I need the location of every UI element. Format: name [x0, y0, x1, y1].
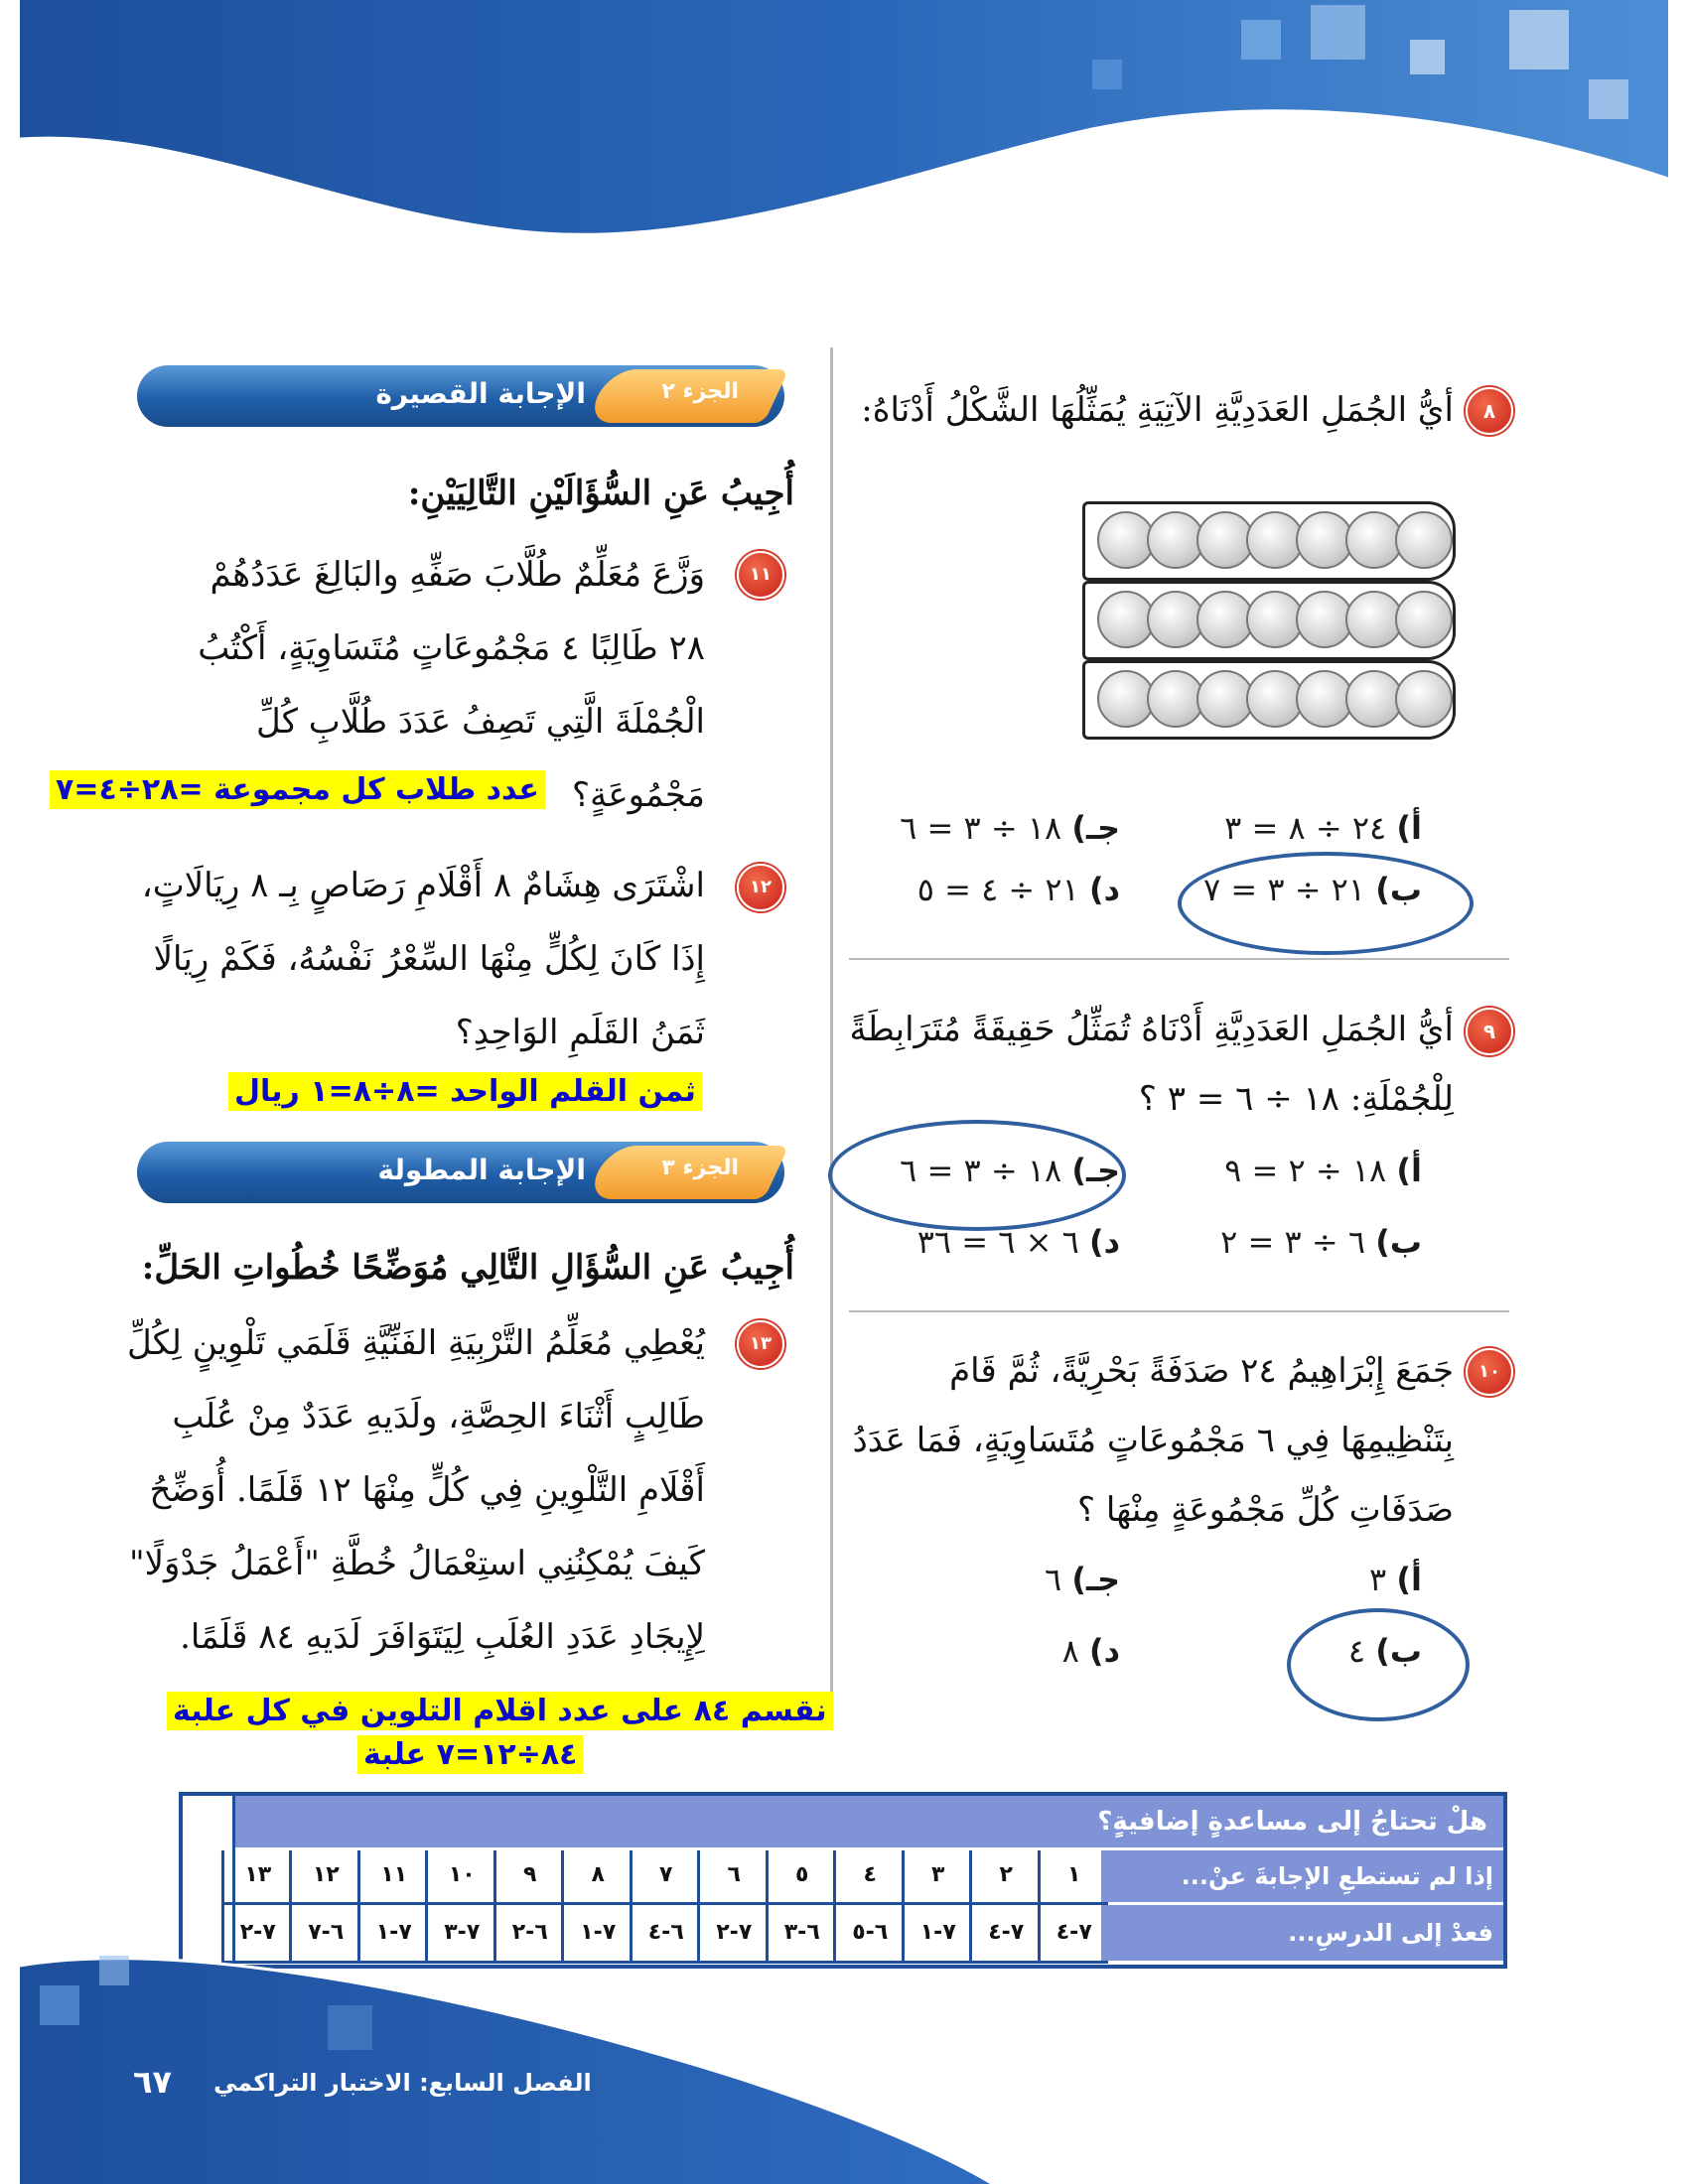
option-value: ٤ [1347, 1632, 1366, 1670]
option-value: ١٨ ÷ ٣ = ٦ [900, 809, 1062, 847]
option-label: جـ) [1071, 1152, 1120, 1189]
question-13-line5: لِإِيجَادِ عَدَدِ العُلَبِ لِيَتَوَافَرَ لَدَيهِ ٨٤ قَلَمًا. [180, 1617, 705, 1657]
help-row2-label: فعدْ إلى الدرسِ... [1101, 1905, 1503, 1961]
footer [109, 2063, 172, 2113]
option-value: ٣ [1369, 1561, 1387, 1598]
option-a[interactable] [1224, 809, 1422, 847]
question-11-line3: الْجُمْلَةَ الَّتِي تَصِفُ عَدَدَ طُلَّابِ كُلِّ [255, 702, 705, 742]
question-number: ١٠ [1466, 1348, 1513, 1396]
option-value: ١٨ ÷ ٢ = ٩ [1224, 1152, 1387, 1189]
part-2-instruction: أُجِيبُ عَنِ السُّؤَالَيْنِ التَّالِيَيْنِ: [407, 474, 794, 513]
option-label: أ) [1396, 1152, 1422, 1189]
question-13-line1: يُعْطِي مُعَلِّمُ التَّرْبِيَةِ الفَنِّيَّةِ قَلَمَي تَلْوِينٍ لِكُلِّ [127, 1323, 705, 1363]
question-13-line2: طَالِبٍ أَثْنَاءَ الحِصَّةِ، ولَدَيهِ عَدَدٌ مِنْ عُلَبِ [172, 1397, 705, 1436]
part-3-instruction: أُجِيبُ عَنِ السُّؤَالِ التَّالِي مُوَضِّحًا خُطُواتِ الحَلِّ: [141, 1248, 794, 1288]
option-c[interactable] [1045, 1561, 1120, 1598]
help-lesson-cell: ٦-٢ [493, 1905, 565, 1964]
help-lesson-cell: ٧-٢ [697, 1905, 769, 1964]
section-number: الجزء ٢ [661, 379, 739, 404]
bead-row [1082, 581, 1456, 660]
option-label: ب) [1375, 871, 1422, 908]
bottom-decorative-band [0, 1946, 1688, 2184]
question-number: ١٣ [737, 1320, 784, 1368]
help-lesson-cell: ٧-٤ [1038, 1905, 1109, 1964]
help-lesson-cell: ٦-٣ [766, 1905, 837, 1964]
help-lesson-cell: ٦-٤ [630, 1905, 701, 1964]
option-label: جـ) [1071, 1561, 1120, 1598]
question-11-line2: ٢٨ طَالِبًا ٤ مَجْمُوعَاتٍ مُتَسَاوِيَةٍ، أَكْتُبُ [198, 628, 705, 668]
question-8-text: أيُّ الجُمَلِ العَدَدِيَّةِ الآتِيَةِ يُمَثِّلُهَا الشَّكْلُ أَدْنَاهُ: [861, 390, 1454, 430]
question-11-answer: عدد طلاب كل مجموعة =٢٨÷٤=٧ [50, 770, 545, 809]
help-question-cell: ٥ [766, 1850, 837, 1905]
bead [1395, 511, 1453, 569]
option-value: ٦ ÷ ٣ = ٢ [1220, 1223, 1366, 1261]
question-11-line4: مَجْمُوعَةٍ؟ [572, 775, 705, 815]
bead [1395, 591, 1453, 648]
option-label: د) [1088, 871, 1120, 908]
option-a[interactable] [1369, 1561, 1422, 1598]
help-question-cell: ١٠ [425, 1850, 496, 1905]
option-a[interactable] [1224, 1152, 1422, 1189]
help-question-cell: ١ [1038, 1850, 1109, 1905]
chapter-label: الفصل السابع: [419, 2069, 592, 2097]
section-title: الإجابة القصيرة [375, 377, 586, 410]
option-d[interactable] [1062, 1632, 1120, 1670]
question-number: ٨ [1466, 387, 1513, 435]
help-row1-label: إذا لم تستطعِ الإجابةَ عنْ... [1101, 1850, 1503, 1905]
answer-circle [1287, 1608, 1470, 1721]
help-question-cell: ١٢ [289, 1850, 360, 1905]
help-lesson-cell: ٧-١ [902, 1905, 973, 1964]
footer-text [213, 2069, 592, 2097]
help-question-cell: ٨ [561, 1850, 633, 1905]
question-10-line3: صَدَفَاتِ كُلِّ مَجْمُوعَةٍ مِنْهَا ؟ [1077, 1490, 1454, 1530]
help-question-cell: ٢ [969, 1850, 1041, 1905]
question-number: ٩ [1466, 1008, 1513, 1055]
option-label: ب) [1375, 1223, 1422, 1261]
question-9-line2: لِلْجُمْلَةِ: ١٨ ÷ ٦ = ٣ ؟ [1138, 1079, 1454, 1119]
option-label: أ) [1396, 809, 1422, 847]
option-label: د) [1088, 1223, 1120, 1261]
answer-circle [828, 1120, 1126, 1231]
help-lesson-cell: ٧-١ [561, 1905, 633, 1964]
question-12-answer: ثمن القلم الواحد =٨÷٨=١ ريال [228, 1072, 702, 1111]
question-13-answer-line1: نقسم ٨٤ على عدد اقلام التلوين في كل علبة [167, 1692, 833, 1730]
option-label: جـ) [1071, 809, 1120, 847]
page-number: ٦٧ [133, 2063, 173, 2101]
question-12-line2: إِذَا كَانَ لِكُلٍّ مِنْهَا السِّعْرُ نَفْسُهُ، فَكَمْ رِيَالًا [153, 939, 705, 979]
test-name: الاختبار التراكمي [213, 2069, 411, 2097]
question-11-line1: وَزَّعَ مُعَلِّمٌ طُلَّابَ صَفِّهِ والبَالِغَ عَدَدُهُمْ [210, 555, 705, 595]
answer-circle [1178, 852, 1474, 955]
help-lesson-cell: ٦-٧ [289, 1905, 360, 1964]
extra-help-table [179, 1792, 1507, 1969]
question-number: ١٢ [737, 864, 784, 911]
part-2-header [137, 365, 784, 427]
help-lesson-cell: ٧-١ [357, 1905, 429, 1964]
option-label: أ) [1396, 1561, 1422, 1598]
help-question-cell: ٤ [833, 1850, 905, 1905]
section-title: الإجابة المطولة [377, 1154, 586, 1186]
help-question-cell: ١١ [357, 1850, 429, 1905]
option-value: ١٨ ÷ ٣ = ٦ [900, 1152, 1062, 1189]
question-divider [849, 1310, 1509, 1312]
help-question-cell: ٧ [630, 1850, 701, 1905]
question-9-line1: أيُّ الجُمَلِ العَدَدِيَّةِ أَدْنَاهُ تُمَثِّلُ حَقِيقَةً مُتَرَابِطَةً [849, 1010, 1454, 1049]
question-10-line2: بِتَنْظِيمِهَا فِي ٦ مَجْمُوعَاتٍ مُتَسَاوِيَةٍ، فَمَا عَدَدُ [852, 1421, 1454, 1460]
help-question-cell: ٦ [697, 1850, 769, 1905]
help-lesson-cell: ٧-٤ [969, 1905, 1041, 1964]
option-b[interactable] [1220, 1223, 1422, 1261]
option-c[interactable] [900, 809, 1120, 847]
help-lesson-cell: ٦-٥ [833, 1905, 905, 1964]
bead-row [1082, 660, 1456, 740]
question-12-line1: اشْتَرَى هِشَامٌ ٨ أَقْلَامِ رَصَاصٍ بِـ ٨ رِيَالَاتٍ، [141, 866, 705, 905]
question-13-line3: أَقْلَامِ التَّلْوِينِ فِي كُلٍّ مِنْهَا ١٢ قَلَمًا. أُوَضِّحُ [149, 1470, 705, 1510]
question-12-line3: ثَمَنُ القَلَمِ الوَاحِدِ؟ [455, 1013, 705, 1052]
help-lesson-cell: ٧-٢ [221, 1905, 293, 1964]
part-3-header [137, 1142, 784, 1203]
bead-figure [1082, 501, 1460, 730]
option-label: ب) [1375, 1632, 1422, 1670]
option-value: ٢١ ÷ ٣ = ٧ [1202, 871, 1366, 908]
section-number: الجزء ٣ [661, 1156, 739, 1180]
help-question-cell: ٣ [902, 1850, 973, 1905]
question-13-answer-line2: ٨٤÷١٢=٧ علبة [357, 1735, 583, 1774]
question-13-line4: كَيفَ يُمْكِنُنِي استِعْمَالُ خُطَّةِ "أَعْمَلُ جَدْوَلًا" [129, 1544, 705, 1583]
option-label: د) [1088, 1632, 1120, 1670]
question-divider [849, 958, 1509, 960]
bead [1395, 670, 1453, 728]
help-table-title: هلْ تحتاجُ إلى مساعدةٍ إضافيةٍ؟ [216, 1796, 1503, 1847]
option-value: ٦ [1045, 1561, 1062, 1598]
question-10-line1: جَمَعَ إِبْرَاهِيمُ ٢٤ صَدَفَةً بَحْرِيَّةً، ثُمَّ قَامَ [949, 1351, 1454, 1391]
help-question-cell: ١٣ [221, 1850, 293, 1905]
option-value: ٨ [1061, 1632, 1079, 1670]
bead-row [1082, 501, 1456, 581]
option-value: ٢١ ÷ ٤ = ٥ [916, 871, 1079, 908]
help-lesson-cell: ٧-٣ [425, 1905, 496, 1964]
option-value: ٢٤ ÷ ٨ = ٣ [1224, 809, 1387, 847]
option-d[interactable] [917, 871, 1120, 908]
top-decorative-band [0, 0, 1688, 258]
option-value: ٦ × ٦ = ٣٦ [916, 1223, 1079, 1261]
help-question-cell: ٩ [493, 1850, 565, 1905]
question-number: ١١ [737, 551, 784, 599]
